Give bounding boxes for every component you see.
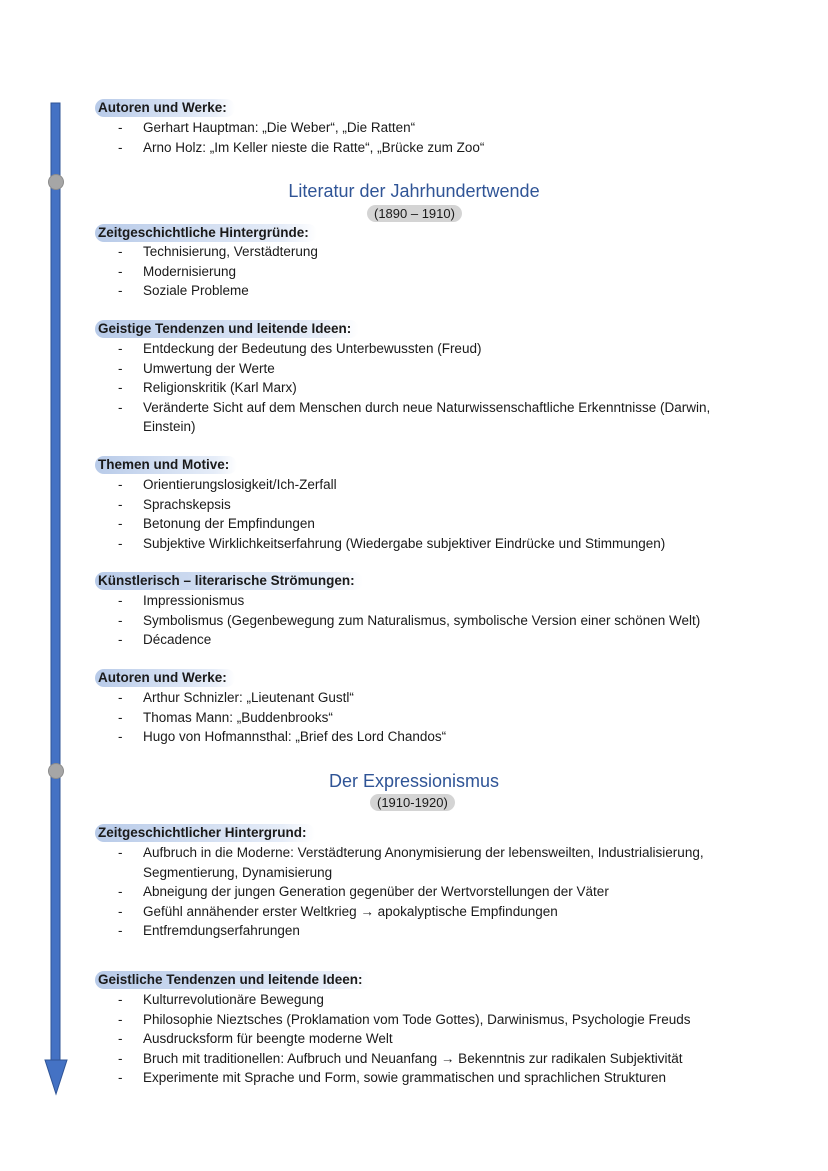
list-item: - Décadence (118, 630, 733, 650)
list-item: - Philosophie Nieztsches (Proklamation vom Tode Gottes), Darwinismus, Psychologie Freuds (118, 1010, 733, 1030)
list-item: - Entdeckung der Bedeutung des Unterbewussten (Freud) (118, 339, 733, 359)
list-item: - Veränderte Sicht auf dem Menschen durch neue Naturwissenschaftliche Erkenntnisse (Darwin, Einstein) (118, 398, 733, 437)
list-item: - Abneigung der jungen Generation gegenüber der Wertvorstellungen der Väter (118, 882, 733, 902)
list-item: - Experimente mit Sprache und Form, sowie grammatischen und sprachlichen Strukturen (118, 1068, 733, 1088)
list-item: - Arno Holz: „Im Keller nieste die Ratte“, „Brücke zum Zoo“ (118, 138, 733, 158)
heading-stroemungen: Künstlerisch – literarische Strömungen: (95, 572, 363, 590)
heading-autoren-werke: Autoren und Werke: (95, 669, 235, 687)
dates-expressionismus: (1910-1920) (370, 794, 455, 811)
list-item: - Soziale Probleme (118, 281, 733, 301)
list-stroemungen (118, 591, 733, 650)
heading-zeitgeschichtliche-hintergruende: Zeitgeschichtliche Hintergründe: (95, 224, 317, 242)
list-item: - Orientierungslosigkeit/Ich-Zerfall (118, 475, 733, 495)
list-item: - Impressionismus (118, 591, 733, 611)
list-autoren-werke (118, 688, 733, 747)
list-item: - Betonung der Empfindungen (118, 514, 733, 534)
heading-geistige-tendenzen: Geistige Tendenzen und leitende Ideen: (95, 320, 359, 338)
list-item: - Kulturrevolutionäre Bewegung (118, 990, 733, 1010)
list-item: - Bruch mit traditionellen: Aufbruch und Neuanfang → Bekenntnis zur radikalen Subjektivität (118, 1049, 733, 1069)
list-item: - Subjektive Wirklichkeitserfahrung (Wiedergabe subjektiver Eindrücke und Stimmungen) (118, 534, 733, 554)
list-hintergruende (118, 242, 733, 301)
timeline-arrow-icon (45, 1060, 67, 1094)
heading-autoren-werke-top: Autoren und Werke: (95, 99, 235, 117)
list-item: - Sprachskepsis (118, 495, 733, 515)
list-item: - Aufbruch in die Moderne: Verstädterung Anonymisierung der lebensweilten, Industrialisierung, Segmentierung, Dynamisierung (118, 843, 733, 882)
timeline-bar (51, 103, 60, 1061)
list-item: - Entfremdungserfahrungen (118, 921, 733, 941)
section-title-expressionismus: Der Expressionismus (328, 771, 500, 791)
list-item: - Gerhart Hauptman: „Die Weber“, „Die Ratten“ (118, 118, 733, 138)
list-item: - Umwertung der Werte (118, 359, 733, 379)
list-item: - Religionskritik (Karl Marx) (118, 378, 733, 398)
list-item: - Ausdrucksform für beengte moderne Welt (118, 1029, 733, 1049)
list-item: - Thomas Mann: „Buddenbrooks“ (118, 708, 733, 728)
list-geistige-tendenzen (118, 339, 733, 437)
dates-jahrhundertwende: (1890 – 1910) (367, 205, 462, 222)
list-item: - Gefühl annähender erster Weltkrieg → apokalyptische Empfindungen (118, 902, 733, 922)
heading-geistliche-tendenzen: Geistliche Tendenzen und leitende Ideen: (95, 971, 371, 989)
list-item: - Arthur Schnizler: „Lieutenant Gustl“ (118, 688, 733, 708)
heading-zeitgeschichtlicher-hintergrund: Zeitgeschichtlicher Hintergrund: (95, 824, 315, 842)
heading-themen-motive: Themen und Motive: (95, 456, 237, 474)
list-item: - Modernisierung (118, 262, 733, 282)
list-item: - Technisierung, Verstädterung (118, 242, 733, 262)
list-item: - Symbolismus (Gegenbewegung zum Naturalismus, symbolische Version einer schönen Welt) (118, 611, 733, 631)
list-zeitgeschichtlicher-hintergrund (118, 843, 733, 941)
section-title-jahrhundertwende: Literatur der Jahrhundertwende (288, 181, 540, 201)
list-geistliche-tendenzen (118, 990, 733, 1088)
list-themen-motive (118, 475, 733, 553)
list-item: - Hugo von Hofmannsthal: „Brief des Lord Chandos“ (118, 727, 733, 747)
list-autoren-top (118, 118, 733, 157)
